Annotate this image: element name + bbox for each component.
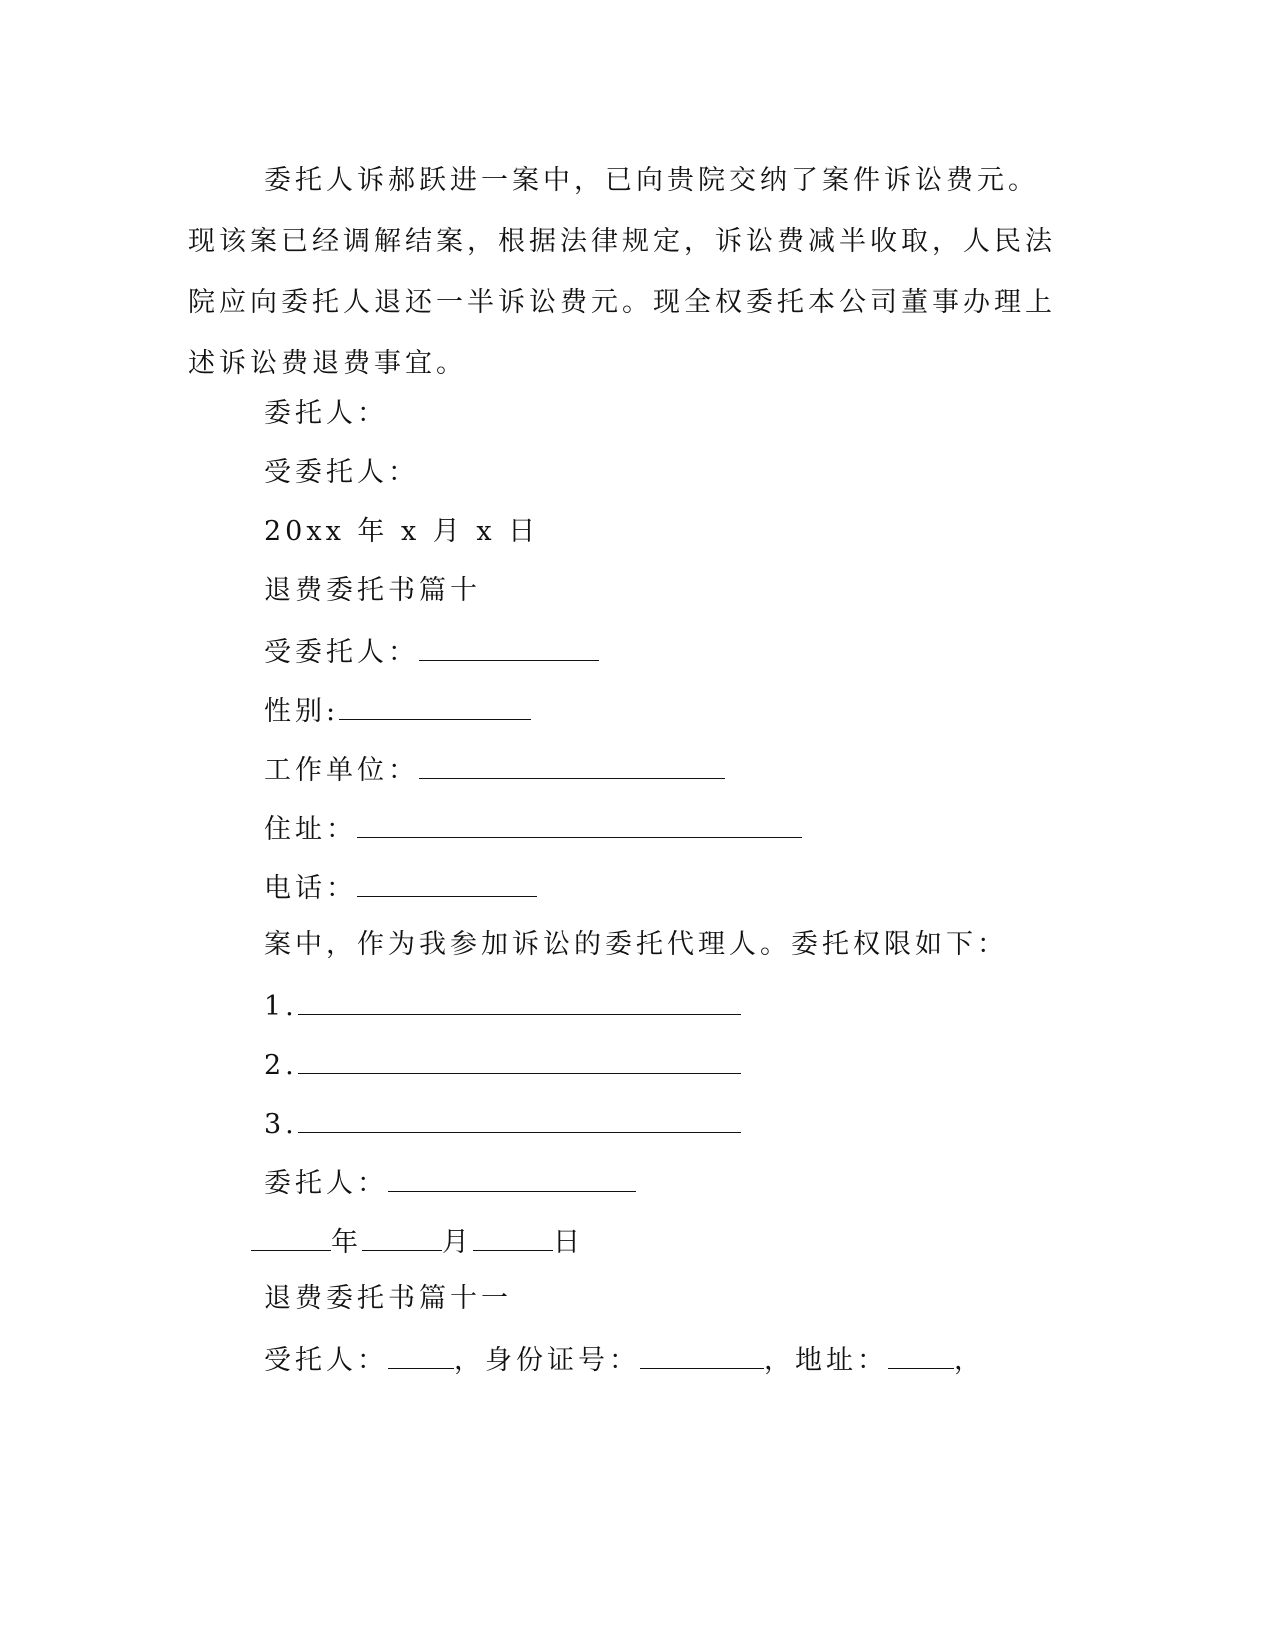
date-line: 20xx 年 x 月 x 日: [264, 516, 540, 547]
section-heading-10: 退费委托书篇十: [264, 575, 481, 606]
principal-line: 委托人：: [264, 398, 388, 429]
year-blank: [251, 1222, 331, 1251]
item1-blank: [298, 986, 741, 1015]
id-number-blank: [640, 1340, 764, 1369]
address-blank: [357, 809, 802, 838]
gender-field: 性别:: [264, 691, 531, 727]
trustee-line: 受托人： ，身份证号： ，地址： ，: [264, 1340, 985, 1376]
date-field: 年 月 日: [251, 1222, 584, 1258]
address-field: 住址：: [264, 809, 802, 845]
item3-blank: [298, 1104, 741, 1133]
item2-blank: [298, 1045, 741, 1074]
principal-blank: [388, 1163, 636, 1192]
phone-field: 电话：: [264, 868, 537, 904]
phone-blank: [357, 868, 537, 897]
addr-blank: [888, 1340, 954, 1369]
agent-blank: [419, 632, 599, 661]
authority-intro: 案中，作为我参加诉讼的委托代理人。委托权限如下：: [264, 929, 1008, 960]
section-heading-11: 退费委托书篇十一: [264, 1283, 512, 1314]
authority-item-3: 3.: [264, 1104, 741, 1140]
workplace-blank: [419, 750, 725, 779]
day-blank: [473, 1222, 553, 1251]
agent-line: 受委托人：: [264, 457, 419, 488]
gender-blank: [339, 691, 531, 720]
authority-item-1: 1.: [264, 986, 741, 1022]
body-paragraph: 委托人诉郝跃进一案中，已向贵院交纳了案件诉讼费元。现该案已经调解结案，根据法律规定，诉讼费减半收取，人民法院应向委托人退还一半诉讼费元。现全权委托本公司董事办理上述诉讼费退费事宜。: [188, 165, 1056, 379]
authority-item-2: 2.: [264, 1045, 741, 1081]
trustee-blank: [388, 1340, 454, 1369]
workplace-field: 工作单位：: [264, 750, 725, 786]
principal-field: 委托人：: [264, 1163, 636, 1199]
month-blank: [362, 1222, 442, 1251]
agent-field: 受委托人：: [264, 632, 599, 668]
